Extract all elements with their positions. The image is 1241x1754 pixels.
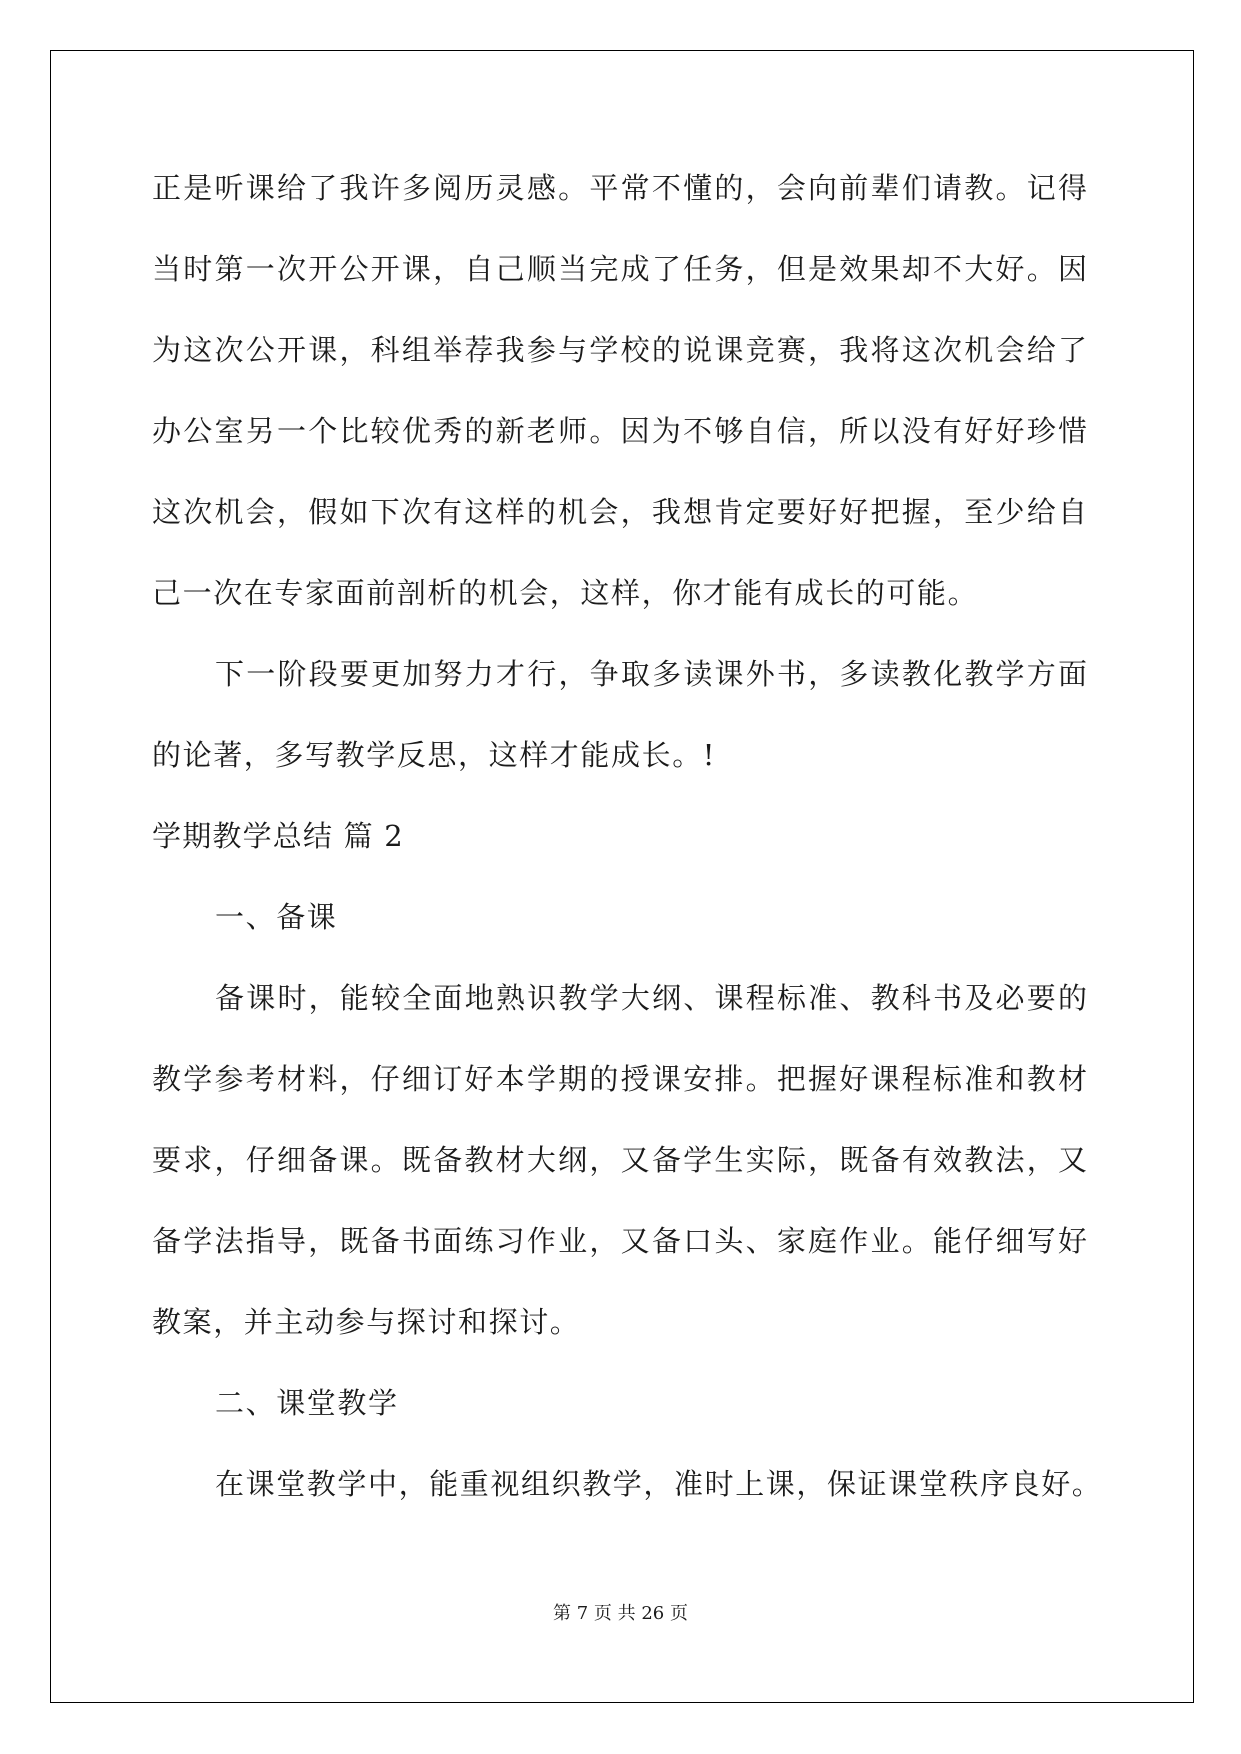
paragraph-line: 教案，并主动参与探讨和探讨。 — [152, 1305, 581, 1339]
paragraph-line: 办公室另一个比较优秀的新老师。因为不够自信，所以没有好好珍惜 — [152, 414, 1087, 448]
section-title: 学期教学总结 篇 2 — [152, 819, 404, 853]
page-number-footer: 第 7 页 共 26 页 — [553, 1603, 688, 1624]
paragraph-line: 这次机会，假如下次有这样的机会，我想肯定要好好把握，至少给自 — [152, 495, 1087, 529]
paragraph-line: 备学法指导，既备书面练习作业，又备口头、家庭作业。能仔细写好 — [152, 1224, 1087, 1258]
subsection-heading: 一、备课 — [215, 900, 338, 934]
paragraph-line: 的论著，多写教学反思，这样才能成长。! — [152, 738, 717, 772]
paragraph-line: 为这次公开课，科组举荐我参与学校的说课竞赛，我将这次机会给了 — [152, 333, 1087, 367]
paragraph-line: 当时第一次开公开课，自己顺当完成了任务，但是效果却不大好。因 — [152, 252, 1087, 286]
paragraph-line: 在课堂教学中，能重视组织教学，准时上课，保证课堂秩序良好。 — [215, 1467, 1103, 1501]
paragraph-line: 正是听课给了我许多阅历灵感。平常不懂的，会向前辈们请教。记得 — [152, 171, 1087, 205]
page-border — [50, 50, 1194, 1703]
subsection-heading: 二、课堂教学 — [215, 1386, 399, 1420]
paragraph-line: 要求，仔细备课。既备教材大纲，又备学生实际，既备有效教法，又 — [152, 1143, 1087, 1177]
paragraph-line: 己一次在专家面前剖析的机会，这样，你才能有成长的可能。 — [152, 576, 979, 610]
paragraph-line: 备课时，能较全面地熟识教学大纲、课程标准、教科书及必要的 — [215, 981, 1087, 1015]
paragraph-line: 教学参考材料，仔细订好本学期的授课安排。把握好课程标准和教材 — [152, 1062, 1087, 1096]
paragraph-line: 下一阶段要更加努力才行，争取多读课外书，多读教化教学方面 — [215, 657, 1087, 691]
